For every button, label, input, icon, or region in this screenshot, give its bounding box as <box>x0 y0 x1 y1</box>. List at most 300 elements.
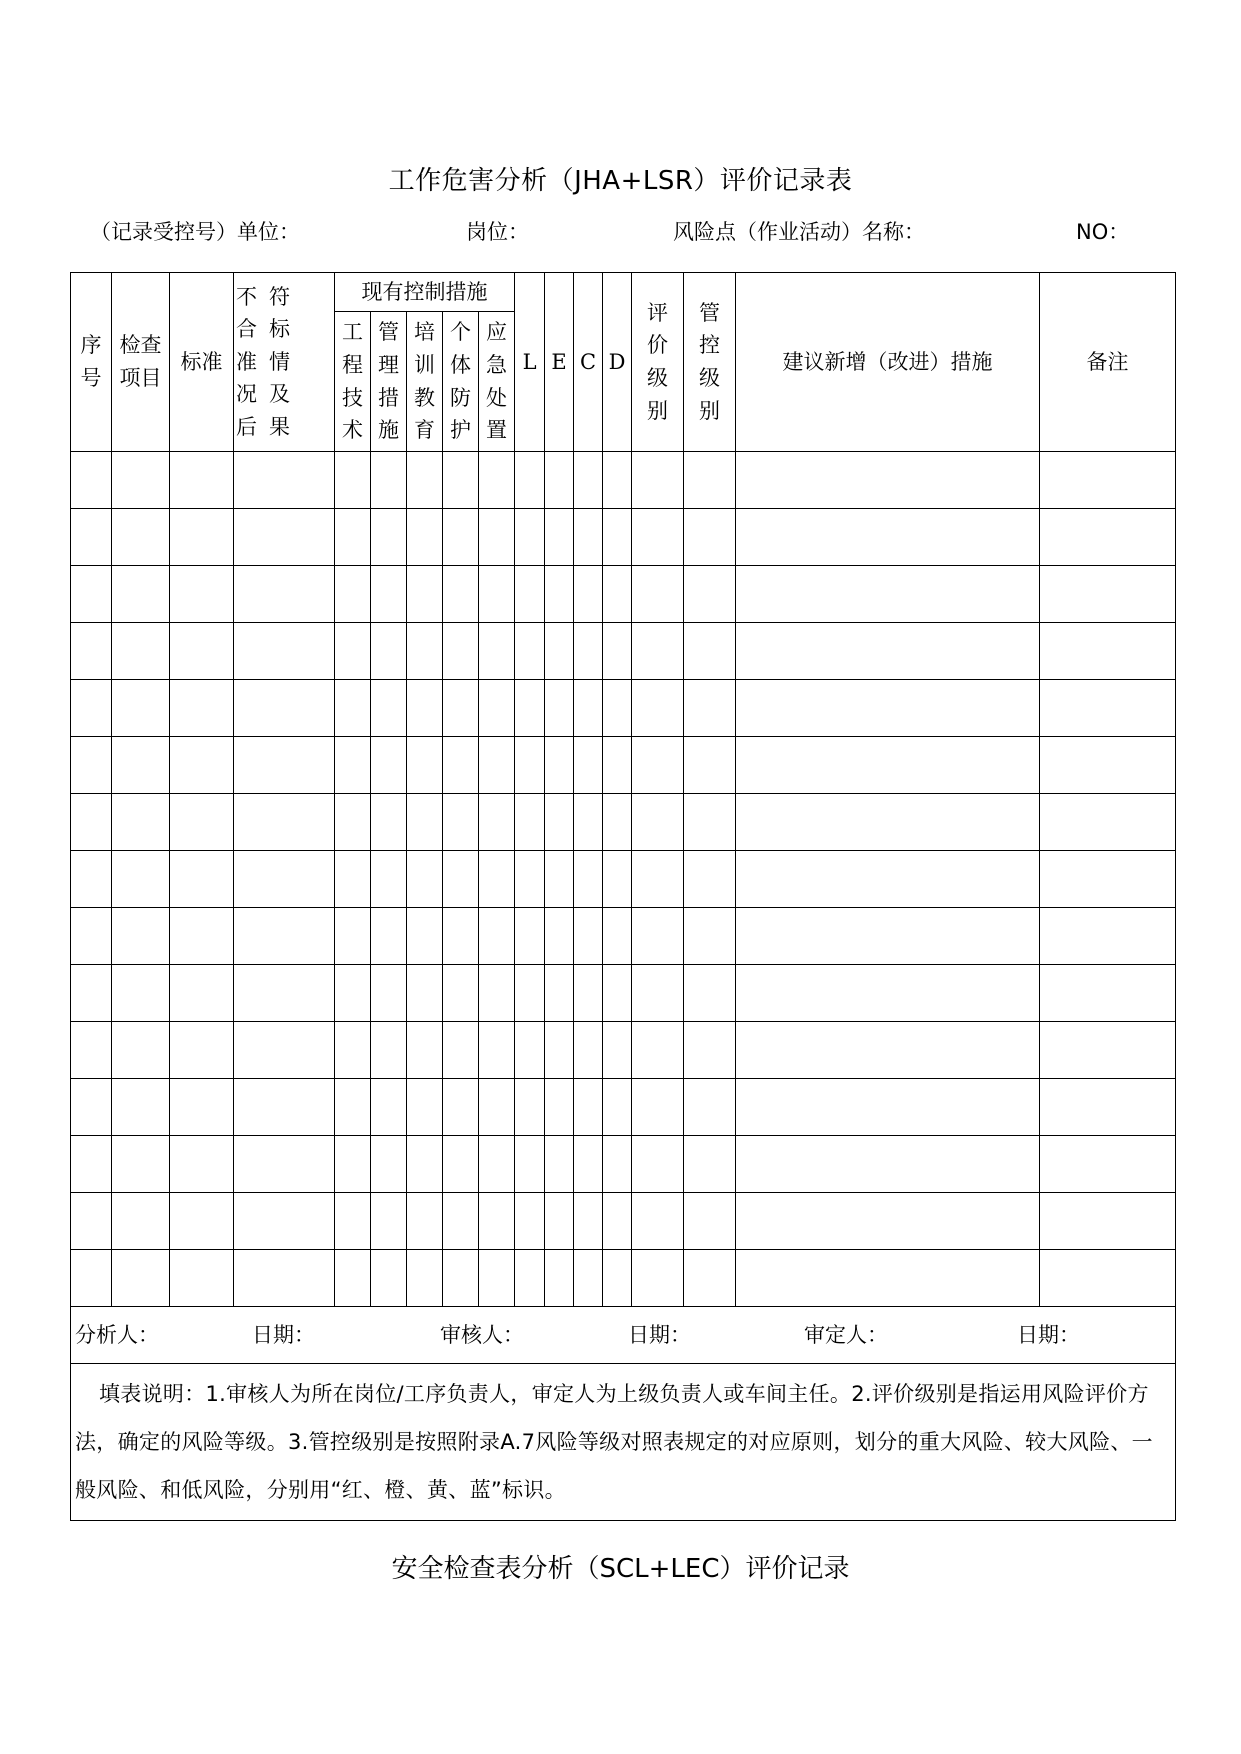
table-cell[interactable] <box>515 1022 545 1079</box>
table-cell[interactable] <box>71 680 112 737</box>
header-check-item: 检查项目 <box>112 273 170 452</box>
table-cell[interactable] <box>736 737 1040 794</box>
table-cell[interactable] <box>71 737 112 794</box>
table-cell[interactable] <box>234 851 335 908</box>
table-cell[interactable] <box>1040 1136 1176 1193</box>
table-cell[interactable] <box>1040 794 1176 851</box>
table-cell[interactable] <box>684 1136 736 1193</box>
table-cell[interactable] <box>545 851 574 908</box>
table-cell[interactable] <box>736 1136 1040 1193</box>
table-cell[interactable] <box>515 737 545 794</box>
table-cell[interactable] <box>545 737 574 794</box>
table-cell[interactable] <box>603 680 632 737</box>
table-row <box>71 1079 1176 1136</box>
table-cell[interactable] <box>603 794 632 851</box>
table-cell[interactable] <box>1040 623 1176 680</box>
table-cell[interactable] <box>170 509 234 566</box>
table-cell[interactable] <box>112 737 170 794</box>
table-cell[interactable] <box>479 680 515 737</box>
table-cell[interactable] <box>112 1079 170 1136</box>
table-cell[interactable] <box>112 1193 170 1250</box>
table-cell[interactable] <box>112 908 170 965</box>
table-cell[interactable] <box>112 452 170 509</box>
table-row <box>71 566 1176 623</box>
table-cell[interactable] <box>335 1136 371 1193</box>
table-cell[interactable] <box>632 965 684 1022</box>
table-cell[interactable] <box>170 965 234 1022</box>
table-cell[interactable] <box>170 452 234 509</box>
table-cell[interactable] <box>170 1136 234 1193</box>
table-cell[interactable] <box>407 737 443 794</box>
table-cell[interactable] <box>234 509 335 566</box>
header-L: L <box>515 273 545 452</box>
table-cell[interactable] <box>736 1022 1040 1079</box>
table-cell[interactable] <box>335 1193 371 1250</box>
table-row <box>71 737 1176 794</box>
table-cell[interactable] <box>71 1079 112 1136</box>
table-cell[interactable] <box>335 623 371 680</box>
table-cell[interactable] <box>515 452 545 509</box>
table-cell[interactable] <box>71 509 112 566</box>
table-cell[interactable] <box>515 908 545 965</box>
table-cell[interactable] <box>545 452 574 509</box>
table-cell[interactable] <box>335 1079 371 1136</box>
signature-row <box>71 1307 1176 1364</box>
table-cell[interactable] <box>515 965 545 1022</box>
table-cell[interactable] <box>335 452 371 509</box>
table-cell[interactable] <box>234 1079 335 1136</box>
table-cell[interactable] <box>684 851 736 908</box>
table-cell[interactable] <box>234 623 335 680</box>
table-cell[interactable] <box>71 794 112 851</box>
table-cell[interactable] <box>112 1136 170 1193</box>
table-cell[interactable] <box>545 908 574 965</box>
table-cell[interactable] <box>234 566 335 623</box>
table-cell[interactable] <box>479 737 515 794</box>
table-cell[interactable] <box>443 737 479 794</box>
table-cell[interactable] <box>170 1022 234 1079</box>
table-cell[interactable] <box>443 1022 479 1079</box>
table-cell[interactable] <box>170 680 234 737</box>
table-cell[interactable] <box>443 1193 479 1250</box>
table-cell[interactable] <box>545 1022 574 1079</box>
table-cell[interactable] <box>371 737 407 794</box>
header-control-level: 管控级别 <box>684 273 736 452</box>
table-cell[interactable] <box>684 1079 736 1136</box>
table-row <box>71 851 1176 908</box>
table-cell[interactable] <box>479 1193 515 1250</box>
table-cell[interactable] <box>371 1250 407 1307</box>
table-cell[interactable] <box>407 851 443 908</box>
table-cell[interactable] <box>545 794 574 851</box>
table-cell[interactable] <box>1040 1079 1176 1136</box>
table-cell[interactable] <box>684 1250 736 1307</box>
table-cell[interactable] <box>736 680 1040 737</box>
table-cell[interactable] <box>736 794 1040 851</box>
table-cell[interactable] <box>736 908 1040 965</box>
header-remark: 备注 <box>1040 273 1176 452</box>
table-cell[interactable] <box>335 566 371 623</box>
table-cell[interactable] <box>684 737 736 794</box>
table-cell[interactable] <box>684 452 736 509</box>
table-cell[interactable] <box>603 1136 632 1193</box>
table-cell[interactable] <box>371 1022 407 1079</box>
table-cell[interactable] <box>112 566 170 623</box>
table-body <box>71 452 1176 1307</box>
table-cell[interactable] <box>515 680 545 737</box>
table-cell[interactable] <box>234 965 335 1022</box>
table-cell[interactable] <box>170 1250 234 1307</box>
table-cell[interactable] <box>407 1079 443 1136</box>
table-cell[interactable] <box>684 566 736 623</box>
table-cell[interactable] <box>574 737 603 794</box>
date-label-1: 日期： <box>252 1322 315 1347</box>
table-cell[interactable] <box>684 1193 736 1250</box>
table-cell[interactable] <box>234 680 335 737</box>
table-cell[interactable] <box>335 1250 371 1307</box>
table-cell[interactable] <box>574 908 603 965</box>
header-C: C <box>574 273 603 452</box>
note-row <box>71 1364 1176 1521</box>
table-cell[interactable] <box>545 509 574 566</box>
table-cell[interactable] <box>479 1022 515 1079</box>
table-cell[interactable] <box>515 509 545 566</box>
table-cell[interactable] <box>71 908 112 965</box>
table-cell[interactable] <box>443 1136 479 1193</box>
post-label: 岗位： <box>466 220 529 244</box>
table-row <box>71 1136 1176 1193</box>
table-cell[interactable] <box>545 1250 574 1307</box>
table-cell[interactable] <box>1040 452 1176 509</box>
table-cell[interactable] <box>371 794 407 851</box>
table-cell[interactable] <box>443 680 479 737</box>
table-cell[interactable] <box>545 680 574 737</box>
table-cell[interactable] <box>515 1136 545 1193</box>
table-cell[interactable] <box>479 851 515 908</box>
table-cell[interactable] <box>443 623 479 680</box>
table-cell[interactable] <box>71 452 112 509</box>
header-control-engineering: 工程技术 <box>335 312 371 452</box>
table-cell[interactable] <box>407 1250 443 1307</box>
table-cell[interactable] <box>407 680 443 737</box>
table-cell[interactable] <box>545 965 574 1022</box>
table-cell[interactable] <box>443 794 479 851</box>
table-cell[interactable] <box>71 1136 112 1193</box>
table-cell[interactable] <box>736 566 1040 623</box>
table-cell[interactable] <box>71 566 112 623</box>
table-cell[interactable] <box>407 965 443 1022</box>
reviewer-label: 审核人： <box>440 1322 524 1347</box>
table-cell[interactable] <box>545 1136 574 1193</box>
table-cell[interactable] <box>574 452 603 509</box>
table-cell[interactable] <box>371 623 407 680</box>
table-cell[interactable] <box>684 908 736 965</box>
table-cell[interactable] <box>371 851 407 908</box>
table-row <box>71 452 1176 509</box>
table-cell[interactable] <box>574 509 603 566</box>
table-cell[interactable] <box>574 851 603 908</box>
table-cell[interactable] <box>545 566 574 623</box>
table-cell[interactable] <box>479 1136 515 1193</box>
table-cell[interactable] <box>112 509 170 566</box>
header-D: D <box>603 273 632 452</box>
table-cell[interactable] <box>443 1250 479 1307</box>
table-cell[interactable] <box>71 623 112 680</box>
table-cell[interactable] <box>684 794 736 851</box>
table-cell[interactable] <box>736 965 1040 1022</box>
table-cell[interactable] <box>234 1250 335 1307</box>
table-cell[interactable] <box>234 1136 335 1193</box>
table-cell[interactable] <box>71 1193 112 1250</box>
table-cell[interactable] <box>335 965 371 1022</box>
table-cell[interactable] <box>603 1079 632 1136</box>
table-cell[interactable] <box>443 509 479 566</box>
table-cell[interactable] <box>407 566 443 623</box>
table-cell[interactable] <box>335 680 371 737</box>
table-cell[interactable] <box>574 1193 603 1250</box>
table-cell[interactable] <box>112 1250 170 1307</box>
table-cell[interactable] <box>479 452 515 509</box>
table-cell[interactable] <box>1040 509 1176 566</box>
risk-point-label: 风险点（作业活动）名称： <box>673 220 925 244</box>
table-cell[interactable] <box>603 1193 632 1250</box>
table-cell[interactable] <box>234 794 335 851</box>
table-row <box>71 1193 1176 1250</box>
table-cell[interactable] <box>112 965 170 1022</box>
table-cell[interactable] <box>515 794 545 851</box>
table-cell[interactable] <box>736 509 1040 566</box>
table-cell[interactable] <box>684 509 736 566</box>
table-cell[interactable] <box>603 509 632 566</box>
table-cell[interactable] <box>632 1136 684 1193</box>
header-standard: 标准 <box>170 273 234 452</box>
table-row <box>71 509 1176 566</box>
table-cell[interactable] <box>574 1022 603 1079</box>
table-cell[interactable] <box>443 566 479 623</box>
header-control-emergency: 应急处置 <box>479 312 515 452</box>
table-cell[interactable] <box>479 908 515 965</box>
table-cell[interactable] <box>479 794 515 851</box>
table-cell[interactable] <box>545 623 574 680</box>
table-cell[interactable] <box>632 452 684 509</box>
table-cell[interactable] <box>736 851 1040 908</box>
table-cell[interactable] <box>632 623 684 680</box>
table-cell[interactable] <box>632 509 684 566</box>
table-cell[interactable] <box>335 851 371 908</box>
table-cell[interactable] <box>371 452 407 509</box>
table-cell[interactable] <box>112 1022 170 1079</box>
table-cell[interactable] <box>515 623 545 680</box>
table-cell[interactable] <box>1040 680 1176 737</box>
header-control-training: 培训教育 <box>407 312 443 452</box>
table-row <box>71 908 1176 965</box>
table-cell[interactable] <box>736 1193 1040 1250</box>
table-cell[interactable] <box>632 1250 684 1307</box>
table-cell[interactable] <box>479 509 515 566</box>
table-cell[interactable] <box>545 1079 574 1136</box>
table-cell[interactable] <box>632 1193 684 1250</box>
table-cell[interactable] <box>603 1022 632 1079</box>
table-cell[interactable] <box>234 452 335 509</box>
header-control-ppe: 个体防护 <box>443 312 479 452</box>
table-cell[interactable] <box>736 1079 1040 1136</box>
table-cell[interactable] <box>1040 566 1176 623</box>
table-cell[interactable] <box>71 851 112 908</box>
table-row <box>71 680 1176 737</box>
table-cell[interactable] <box>407 509 443 566</box>
table-cell[interactable] <box>170 623 234 680</box>
table-cell[interactable] <box>479 566 515 623</box>
table-cell[interactable] <box>371 1079 407 1136</box>
table-cell[interactable] <box>515 1193 545 1250</box>
table-cell[interactable] <box>515 851 545 908</box>
table-cell[interactable] <box>71 1022 112 1079</box>
table-cell[interactable] <box>736 452 1040 509</box>
table-cell[interactable] <box>515 1079 545 1136</box>
table-cell[interactable] <box>574 680 603 737</box>
table-cell[interactable] <box>407 1022 443 1079</box>
table-cell[interactable] <box>407 1193 443 1250</box>
table-cell[interactable] <box>632 908 684 965</box>
table-cell[interactable] <box>603 623 632 680</box>
table-cell[interactable] <box>234 737 335 794</box>
table-cell[interactable] <box>112 794 170 851</box>
table-cell[interactable] <box>335 908 371 965</box>
table-cell[interactable] <box>736 623 1040 680</box>
table-cell[interactable] <box>574 1250 603 1307</box>
table-cell[interactable] <box>112 851 170 908</box>
table-cell[interactable] <box>632 794 684 851</box>
table-cell[interactable] <box>1040 1193 1176 1250</box>
table-cell[interactable] <box>545 1193 574 1250</box>
table-cell[interactable] <box>479 965 515 1022</box>
table-cell[interactable] <box>684 1022 736 1079</box>
approver-label: 审定人： <box>804 1322 888 1347</box>
table-cell[interactable] <box>112 680 170 737</box>
header-E: E <box>545 273 574 452</box>
table-cell[interactable] <box>443 1079 479 1136</box>
table-cell[interactable] <box>407 1136 443 1193</box>
table-cell[interactable] <box>1040 1022 1176 1079</box>
table-cell[interactable] <box>603 737 632 794</box>
header-existing-controls: 现有控制措施 <box>335 273 515 312</box>
table-cell[interactable] <box>170 908 234 965</box>
analyst-label: 分析人： <box>75 1322 159 1347</box>
table-cell[interactable] <box>170 1193 234 1250</box>
table-cell[interactable] <box>170 566 234 623</box>
table-cell[interactable] <box>684 680 736 737</box>
table-cell[interactable] <box>335 1022 371 1079</box>
table-cell[interactable] <box>371 680 407 737</box>
date-label-2: 日期： <box>628 1322 691 1347</box>
table-cell[interactable] <box>407 452 443 509</box>
table-cell[interactable] <box>234 1022 335 1079</box>
table-cell[interactable] <box>515 566 545 623</box>
table-cell[interactable] <box>603 452 632 509</box>
table-cell[interactable] <box>371 509 407 566</box>
header-row-1 <box>71 273 1176 312</box>
table-cell[interactable] <box>112 623 170 680</box>
table-cell[interactable] <box>574 1136 603 1193</box>
table-cell[interactable] <box>632 1022 684 1079</box>
table-cell[interactable] <box>371 1136 407 1193</box>
table-cell[interactable] <box>479 1250 515 1307</box>
table-cell[interactable] <box>632 851 684 908</box>
record-unit-label: （记录受控号）单位： <box>90 220 300 244</box>
table-cell[interactable] <box>443 851 479 908</box>
table-cell[interactable] <box>371 1193 407 1250</box>
table-cell[interactable] <box>234 1193 335 1250</box>
table-cell[interactable] <box>71 965 112 1022</box>
table-cell[interactable] <box>443 908 479 965</box>
table-cell[interactable] <box>603 566 632 623</box>
table-cell[interactable] <box>632 566 684 623</box>
table-cell[interactable] <box>407 908 443 965</box>
table-row <box>71 1250 1176 1307</box>
table-cell[interactable] <box>443 452 479 509</box>
table-cell[interactable] <box>479 1079 515 1136</box>
table-cell[interactable] <box>371 965 407 1022</box>
table-cell[interactable] <box>684 623 736 680</box>
table-cell[interactable] <box>479 623 515 680</box>
table-cell[interactable] <box>71 1250 112 1307</box>
table-cell[interactable] <box>632 1079 684 1136</box>
table-cell[interactable] <box>1040 851 1176 908</box>
table-cell[interactable] <box>170 737 234 794</box>
table-cell[interactable] <box>1040 908 1176 965</box>
table-cell[interactable] <box>574 1079 603 1136</box>
table-cell[interactable] <box>371 908 407 965</box>
table-cell[interactable] <box>515 1250 545 1307</box>
table-cell[interactable] <box>1040 737 1176 794</box>
form-instructions: 填表说明：1.审核人为所在岗位/工序负责人，审定人为上级负责人或车间主任。2.评价级别是指运用风险评价方法，确定的风险等级。3.管控级别是按照附录A.7风险等级对照表规定的对应原则，划分的重大风险、较大风险、一般风险、和低风险，分别用“红、橙、黄、蓝”标识。 <box>75 1382 1153 1502</box>
table-cell[interactable] <box>335 737 371 794</box>
table-cell[interactable] <box>443 965 479 1022</box>
table-cell[interactable] <box>1040 1250 1176 1307</box>
table-row <box>71 965 1176 1022</box>
table-cell[interactable] <box>335 509 371 566</box>
table-cell[interactable] <box>170 851 234 908</box>
table-cell[interactable] <box>407 623 443 680</box>
table-cell[interactable] <box>603 965 632 1022</box>
table-cell[interactable] <box>371 566 407 623</box>
table-cell[interactable] <box>684 965 736 1022</box>
jha-form-table <box>70 272 1176 1521</box>
table-cell[interactable] <box>574 794 603 851</box>
table-row <box>71 794 1176 851</box>
table-cell[interactable] <box>603 851 632 908</box>
table-cell[interactable] <box>1040 965 1176 1022</box>
header-eval-level: 评价级别 <box>632 273 684 452</box>
table-cell[interactable] <box>736 1250 1040 1307</box>
header-seq: 序号 <box>71 273 112 452</box>
table-cell[interactable] <box>234 908 335 965</box>
table-cell[interactable] <box>170 1079 234 1136</box>
date-label-3: 日期： <box>1017 1322 1080 1347</box>
table-cell[interactable] <box>574 965 603 1022</box>
table-cell[interactable] <box>603 908 632 965</box>
form-title: 工作危害分析（JHA+LSR）评价记录表 <box>388 166 853 196</box>
table-cell[interactable] <box>632 737 684 794</box>
table-cell[interactable] <box>407 794 443 851</box>
table-cell[interactable] <box>335 794 371 851</box>
table-cell[interactable] <box>603 1250 632 1307</box>
table-cell[interactable] <box>574 566 603 623</box>
no-label: NO： <box>1076 220 1130 244</box>
table-cell[interactable] <box>170 794 234 851</box>
table-cell[interactable] <box>632 680 684 737</box>
table-cell[interactable] <box>574 623 603 680</box>
